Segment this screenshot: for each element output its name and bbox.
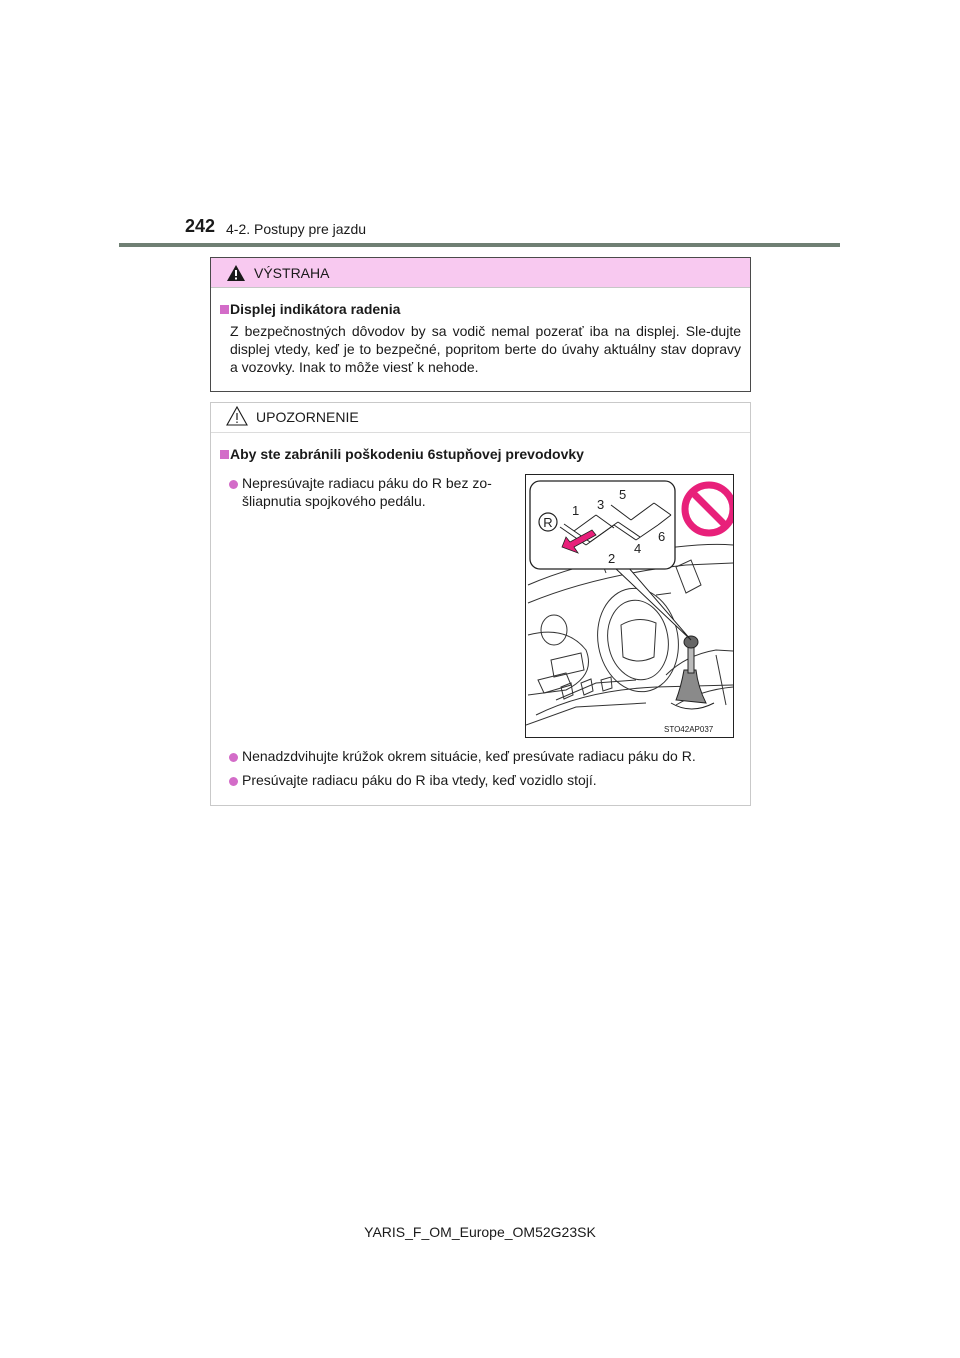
gear-label-5: 5 (619, 487, 627, 502)
warning-box (210, 257, 751, 392)
caution-heading: Aby ste zabránili poškodeniu 6stupňovej prevodovky (230, 446, 584, 462)
caution-heading-marker (220, 450, 229, 459)
page-number: 242 (185, 216, 216, 236)
bullet-dot (229, 480, 238, 489)
caution-label: UPOZORNENIE (256, 409, 359, 425)
warning-triangle-icon (226, 264, 246, 282)
header-rule (119, 243, 840, 247)
caution-item-1: Nepresúvajte radiacu páku do R bez zo-šliapnutia spojkového pedálu. (242, 475, 492, 509)
section-title: 4-2. Postupy pre jazdu (226, 221, 367, 237)
gearshift-illustration (525, 474, 734, 738)
warning-text: Z bezpečnostných dôvodov by sa vodič nemal pozerať iba na displej. Sle-dujte displej vtedy, keď je to bezpečné, popritom berte do úvahy aktuálny stav dopravy a vozovky. Inak to môže viesť k nehode. (230, 323, 741, 375)
warning-heading-marker (220, 305, 229, 314)
gear-label-1: 1 (572, 503, 580, 518)
caution-item-3: Presúvajte radiacu páku do R iba vtedy, keď vozidlo stojí. (242, 772, 597, 788)
prohibited-icon (685, 485, 733, 533)
caution-header (211, 403, 750, 433)
warning-heading: Displej indikátora radenia (230, 301, 401, 317)
figure-code: STO42AP037 (664, 725, 714, 734)
gear-label-6: 6 (658, 529, 666, 544)
gearshift-drawing (526, 475, 733, 737)
document-footer: YARIS_F_OM_Europe_OM52G23SK (364, 1224, 596, 1240)
caution-item-2: Nenadzdvihujte krúžok okrem situácie, keď presúvate radiacu páku do R. (242, 748, 696, 764)
gear-label-4: 4 (634, 541, 642, 556)
bullet-dot (229, 753, 238, 762)
caution-triangle-icon (226, 406, 248, 426)
warning-header (211, 258, 750, 288)
gear-label-2: 2 (608, 551, 616, 566)
gear-label-3: 3 (597, 497, 605, 512)
warning-label: VÝSTRAHA (254, 265, 330, 281)
gear-label-r: R (543, 515, 553, 530)
bullet-dot (229, 777, 238, 786)
